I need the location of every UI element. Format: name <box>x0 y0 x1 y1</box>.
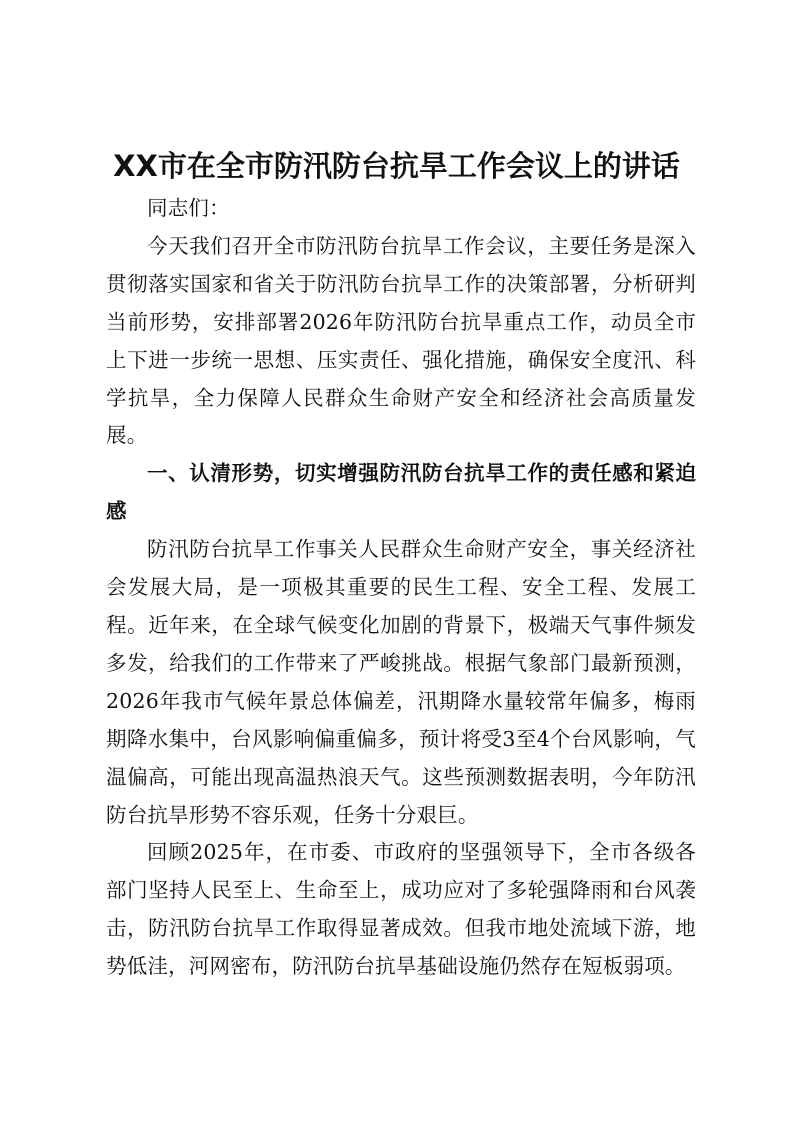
salutation: 同志们： <box>147 196 230 220</box>
section-1-paragraph-2: 回顾2025年，在市委、市政府的坚强领导下，全市各级各部门坚持人民至上、生命至上，成功应对了多轮强降雨和台风袭击，防汛防台抗旱工作取得显著成效。但我市地处流域下游，地势低洼，河网密布，防汛防台抗旱基础设施仍然存在短板弱项。 <box>106 840 696 979</box>
section-1-heading: 一、认清形势，切实增强防汛防台抗旱工作的责任感和紧迫感 <box>106 461 696 524</box>
document-title: XX市在全市防汛防台抗旱工作会议上的讲话 <box>113 149 680 183</box>
intro-paragraph: 今天我们召开全市防汛防台抗旱工作会议，主要任务是深入贯彻落实国家和省关于防汛防台抗旱工作的决策部署，分析研判当前形势，安排部署2026年防汛防台抗旱重点工作，动员全市上下进一步统一思想、压实责任、强化措施，确保安全度汛、科学抗旱，全力保障人民群众生命财产安全和经济社会高质量发展。 <box>106 233 696 448</box>
section-1-paragraph-1: 防汛防台抗旱工作事关人民群众生命财产安全，事关经济社会发展大局，是一项极其重要的民生工程、安全工程、发展工程。近年来，在全球气候变化加剧的背景下，极端天气事件频发多发，给我们的工作带来了严峻挑战。根据气象部门最新预测，2026年我市气候年景总体偏差，汛期降水量较常年偏多，梅雨期降水集中，台风影响偏重偏多，预计将受3至4个台风影响，气温偏高，可能出现高温热浪天气。这些预测数据表明，今年防汛防台抗旱形势不容乐观，任务十分艰巨。 <box>106 537 696 827</box>
document-body <box>106 190 696 986</box>
